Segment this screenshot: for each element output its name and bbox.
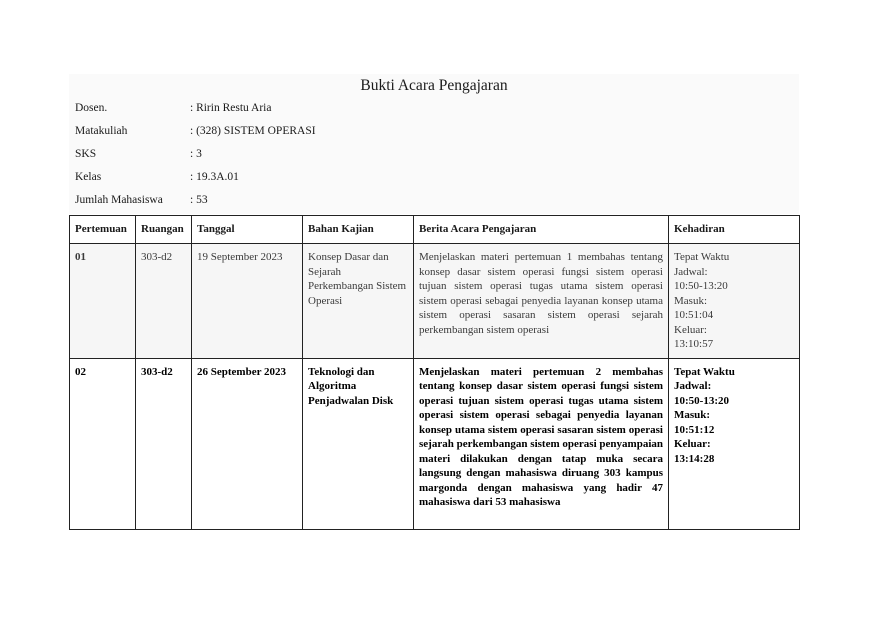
dosen-value: : Ririn Restu Aria bbox=[190, 102, 272, 114]
matakuliah-value: : (328) SISTEM OPERASI bbox=[190, 125, 316, 137]
kehadiran-status: Tepat Waktu bbox=[674, 365, 735, 378]
info-row-matakuliah bbox=[69, 120, 799, 143]
masuk-label: Masuk: bbox=[674, 409, 711, 421]
cell-berita-acara: Menjelaskan materi pertemuan 2 membahas tentang konsep dasar sistem operasi fungsi sistem operasi tujuan sistem operasi tugas utama sistem operasi sistem operasi sebagai penyedia layanan konsep utama sistem operasi sasaran sistem operasi sejarah perkembangan sistem operasi penyampaian materi dilakukan dengan tatap muka secara langsung dengan mahasiswa diruang 303 kampus margonda dengan mahasiswa yang hadir 47 mahasiswa dari 53 mahasiswa bbox=[414, 358, 669, 529]
kelas-value: : 19.3A.01 bbox=[190, 171, 239, 183]
jadwal-label: Jadwal: bbox=[674, 265, 708, 278]
header-berita-acara: Berita Acara Pengajaran bbox=[414, 216, 669, 244]
table-row bbox=[70, 358, 800, 529]
table-header-row bbox=[70, 216, 800, 244]
header-tanggal: Tanggal bbox=[192, 216, 303, 244]
sks-value: : 3 bbox=[190, 148, 202, 160]
cell-kehadiran bbox=[669, 358, 800, 529]
info-row-sks bbox=[69, 143, 799, 166]
keluar-value: 13:14:28 bbox=[674, 452, 715, 465]
header-pertemuan: Pertemuan bbox=[70, 216, 136, 244]
keluar-value: 13:10:57 bbox=[674, 338, 714, 350]
info-row-jumlah-mahasiswa bbox=[69, 189, 799, 212]
cell-ruangan: 303-d2 bbox=[136, 244, 192, 359]
cell-ruangan: 303-d2 bbox=[136, 358, 192, 529]
header-kehadiran: Kehadiran bbox=[669, 216, 800, 244]
document-title: Bukti Acara Pengajaran bbox=[360, 77, 508, 94]
cell-tanggal: 26 September 2023 bbox=[192, 358, 303, 529]
jumlah-mahasiswa-label: Jumlah Mahasiswa bbox=[75, 194, 163, 206]
jumlah-mahasiswa-value: : 53 bbox=[190, 194, 208, 206]
table-row bbox=[70, 244, 800, 359]
cell-berita-acara: Menjelaskan materi pertemuan 1 membahas tentang konsep dasar sistem operasi fungsi sistem operasi tujuan sistem operasi tugas utama sistem operasi sistem operasi sebagai penyedia layanan konsep utama sistem operasi sasaran sistem operasi sejarah perkembangan sistem operasi bbox=[414, 244, 669, 359]
masuk-value: 10:51:04 bbox=[674, 309, 714, 321]
kelas-label: Kelas bbox=[75, 171, 102, 183]
jadwal-value: 10:50-13:20 bbox=[674, 394, 729, 407]
info-row-kelas bbox=[69, 166, 799, 189]
sks-label: SKS bbox=[75, 148, 97, 160]
masuk-value: 10:51:12 bbox=[674, 423, 715, 436]
cell-bahan-kajian: Konsep Dasar dan Sejarah Perkembangan Sistem Operasi bbox=[303, 244, 414, 359]
jadwal-label: Jadwal: bbox=[674, 380, 712, 392]
header-bahan-kajian: Bahan Kajian bbox=[303, 216, 414, 244]
dosen-label: Dosen. bbox=[75, 102, 108, 114]
document bbox=[69, 74, 799, 530]
jadwal-value: 10:50-13:20 bbox=[674, 280, 728, 292]
cell-pertemuan: 02 bbox=[70, 358, 136, 529]
cell-tanggal: 19 September 2023 bbox=[192, 244, 303, 359]
document-header bbox=[69, 74, 799, 214]
header-ruangan: Ruangan bbox=[136, 216, 192, 244]
keluar-label: Keluar: bbox=[674, 438, 711, 450]
matakuliah-label: Matakuliah bbox=[75, 125, 128, 137]
cell-bahan-kajian: Teknologi dan Algoritma Penjadwalan Disk bbox=[303, 358, 414, 529]
kehadiran-status: Tepat Waktu bbox=[674, 251, 730, 263]
masuk-label: Masuk: bbox=[674, 294, 707, 307]
cell-pertemuan: 01 bbox=[70, 244, 136, 359]
keluar-label: Keluar: bbox=[674, 323, 707, 336]
info-row-dosen bbox=[69, 97, 799, 120]
cell-kehadiran bbox=[669, 244, 800, 359]
attendance-table bbox=[69, 215, 800, 530]
